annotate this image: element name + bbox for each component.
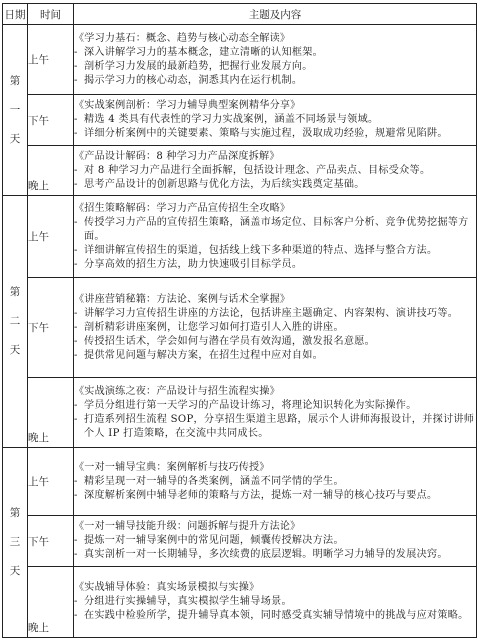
session-content — [74, 448, 477, 516]
day-label-char: 三 — [9, 536, 21, 548]
day-label-char: 第 — [9, 286, 21, 298]
session-content — [74, 278, 477, 378]
session-item — [74, 349, 476, 363]
session-item — [74, 113, 476, 127]
header-content: 主题及内容 — [74, 4, 477, 25]
session-content — [74, 516, 477, 567]
session-row — [3, 278, 477, 378]
session-time: 下午 — [28, 278, 74, 378]
dash-bullet-icon: - — [74, 335, 78, 347]
session-item — [74, 46, 476, 60]
day-label-char: 天 — [9, 132, 21, 145]
dash-bullet-icon: - — [74, 307, 78, 319]
session-item — [74, 60, 476, 74]
session-row — [3, 25, 477, 95]
session-title: 《一对一辅导宝典：案例解析与技巧传授》 — [74, 461, 270, 473]
session-row — [3, 146, 477, 196]
dash-bullet-icon: - — [74, 46, 78, 58]
session-item-text: 剖析学习力发展的最新趋势，把握行业发展方向。 — [84, 60, 313, 72]
session-time: 上午 — [28, 196, 74, 278]
dash-bullet-icon: - — [74, 321, 78, 333]
session-item — [74, 399, 476, 413]
session-item — [74, 321, 476, 335]
session-item-text: 剖析精彩讲座案例，让您学习如何打造引人入胜的讲座。 — [84, 321, 344, 333]
day-label — [3, 448, 28, 638]
session-item — [74, 413, 476, 441]
dash-bullet-icon: - — [74, 610, 78, 621]
day-label-char: 一 — [9, 103, 21, 116]
session-title: 《学习力基石：概念、趋势与核心动态全解读》 — [74, 32, 291, 44]
session-title: 《实战案例剖析：学习力辅导典型案例精华分享》 — [74, 100, 301, 111]
header-row — [3, 4, 477, 25]
session-item-text: 精彩呈现一对一辅导的各类案例，涵盖不同学情的学生。 — [84, 475, 344, 487]
schedule-body — [3, 25, 477, 638]
session-time: 上午 — [28, 25, 74, 95]
session-item — [74, 178, 476, 192]
session-item-text: 打造系列招生流程 SOP，分享招生渠道主思路，展示个人讲师海报设计，并探讨讲师个人 IP 打造策略，在交流中共同成长。 — [84, 413, 475, 439]
session-time: 上午 — [28, 448, 74, 516]
session-title: 《产品设计解码：8 种学习力产品深度拆解》 — [74, 150, 280, 162]
dash-bullet-icon: - — [74, 178, 78, 190]
session-item-text: 思考产品设计的创新思路与优化方法，为后续实践奠定基础。 — [84, 178, 365, 190]
day-label-char: 第 — [9, 507, 21, 519]
session-content — [74, 378, 477, 448]
session-item — [74, 489, 476, 503]
dash-bullet-icon: - — [74, 349, 78, 361]
dash-bullet-icon: - — [74, 128, 78, 139]
session-row — [3, 567, 477, 638]
dash-bullet-icon: - — [74, 596, 78, 607]
session-item-text: 提供常见问题与解决方案，在招生过程中应对自如。 — [84, 349, 324, 361]
session-time: 晚上 — [28, 567, 74, 638]
session-row — [3, 448, 477, 516]
session-item-text: 分组进行实操辅导，真实模拟学生辅导场景。 — [84, 596, 292, 607]
session-title: 《讲座营销秘籍：方法论、案例与话术全掌握》 — [74, 293, 291, 305]
session-time: 晚上 — [28, 146, 74, 196]
dash-bullet-icon: - — [74, 489, 78, 501]
session-title: 《实战辅导体验：真实场景模拟与实操》 — [74, 582, 260, 593]
session-item-text: 传授招生话术，学会如何与潜在学员有效沟通，激发报名意愿。 — [84, 335, 376, 347]
session-item — [74, 335, 476, 349]
session-content — [74, 95, 477, 146]
dash-bullet-icon: - — [74, 399, 78, 411]
session-content — [74, 25, 477, 95]
session-item-text: 深度解析案例中辅导老师的策略与方法，提炼一对一辅导的核心技巧与要点。 — [84, 489, 438, 501]
day-label — [3, 196, 28, 448]
session-title: 《一对一辅导技能升级：问题拆解与提升方法论》 — [74, 521, 301, 532]
dash-bullet-icon: - — [74, 535, 78, 546]
dash-bullet-icon: - — [74, 413, 78, 425]
session-item — [74, 244, 476, 258]
session-content — [74, 146, 477, 196]
session-item-text: 精选 4 类具有代表性的学习力实战案例，涵盖不同场景与领域。 — [84, 114, 379, 125]
session-item — [74, 595, 476, 609]
session-item-text: 详细分析案例中的关键要素、策略与实施过程，汲取成功经验，规避常见陷阱。 — [84, 128, 448, 139]
day-label-char: 天 — [9, 344, 21, 356]
session-row — [3, 95, 477, 146]
dash-bullet-icon: - — [74, 74, 78, 86]
session-item-text: 深入讲解学习力的基本概念，建立清晰的认知框架。 — [84, 46, 324, 58]
session-item — [74, 534, 476, 548]
schedule-table — [2, 3, 477, 638]
dash-bullet-icon: - — [74, 114, 78, 125]
session-title: 《招生策略解码：学习力产品宣传招生全攻略》 — [74, 202, 291, 214]
session-item — [74, 548, 476, 562]
session-row — [3, 516, 477, 567]
dash-bullet-icon: - — [74, 244, 78, 256]
dash-bullet-icon: - — [74, 60, 78, 72]
session-item — [74, 164, 476, 178]
day-label-char: 天 — [9, 565, 21, 577]
session-item — [74, 475, 476, 489]
session-item — [74, 216, 476, 244]
session-item-text: 讲解学习力宣传招生讲座的方法论，包括讲座主题确定、内容架构、演讲技巧等。 — [84, 307, 459, 319]
session-item — [74, 74, 476, 88]
session-item-text: 传授学习力产品的宣传招生策略，涵盖市场定位、目标客户分析、竞争优势挖掘等方面。 — [84, 216, 469, 242]
session-row — [3, 196, 477, 278]
session-item-text: 揭示学习力的核心动态，洞悉其内在运行机制。 — [84, 74, 303, 86]
session-row — [3, 378, 477, 448]
dash-bullet-icon: - — [74, 164, 78, 176]
session-item — [74, 258, 476, 272]
session-title: 《实战演练之夜：产品设计与招生流程实操》 — [74, 385, 280, 397]
session-content — [74, 567, 477, 638]
day-label-char: 第 — [9, 74, 21, 87]
session-item-text: 真实剖析一对一长期辅导，多次续费的底层逻辑。明晰学习力辅导的发展决窍。 — [84, 549, 448, 560]
day-label — [3, 25, 28, 196]
header-time: 时间 — [28, 4, 74, 25]
session-item-text: 分享高效的招生方法，助力快速吸引目标学员。 — [84, 258, 303, 270]
dash-bullet-icon: - — [74, 258, 78, 270]
session-content — [74, 196, 477, 278]
dash-bullet-icon: - — [74, 549, 78, 560]
dash-bullet-icon: - — [74, 216, 78, 228]
day-label-char: 二 — [9, 315, 21, 327]
session-time: 下午 — [28, 516, 74, 567]
session-item — [74, 307, 476, 321]
session-item-text: 对 8 种学习力产品进行全面拆解，包括设计理念、产品卖点、目标受众等。 — [84, 164, 431, 176]
session-item-text: 学员分组进行第一天学习的产品设计练习，将理论知识转化为实际操作。 — [84, 399, 417, 411]
dash-bullet-icon: - — [74, 475, 78, 487]
session-time: 晚上 — [28, 378, 74, 448]
session-time: 下午 — [28, 95, 74, 146]
header-date: 日期 — [3, 4, 28, 25]
session-item-text: 提炼一对一辅导案例中的常见问题，倾囊传授解决方法。 — [84, 535, 344, 546]
session-item-text: 在实践中检验所学，提升辅导真本领，同时感受真实辅导情境中的挑战与应对策略。 — [84, 610, 469, 621]
session-item — [74, 127, 476, 141]
session-item-text: 详细讲解宣传招生的渠道，包括线上线下多种渠道的特点、选择与整合方法。 — [84, 244, 438, 256]
session-item — [74, 609, 476, 623]
